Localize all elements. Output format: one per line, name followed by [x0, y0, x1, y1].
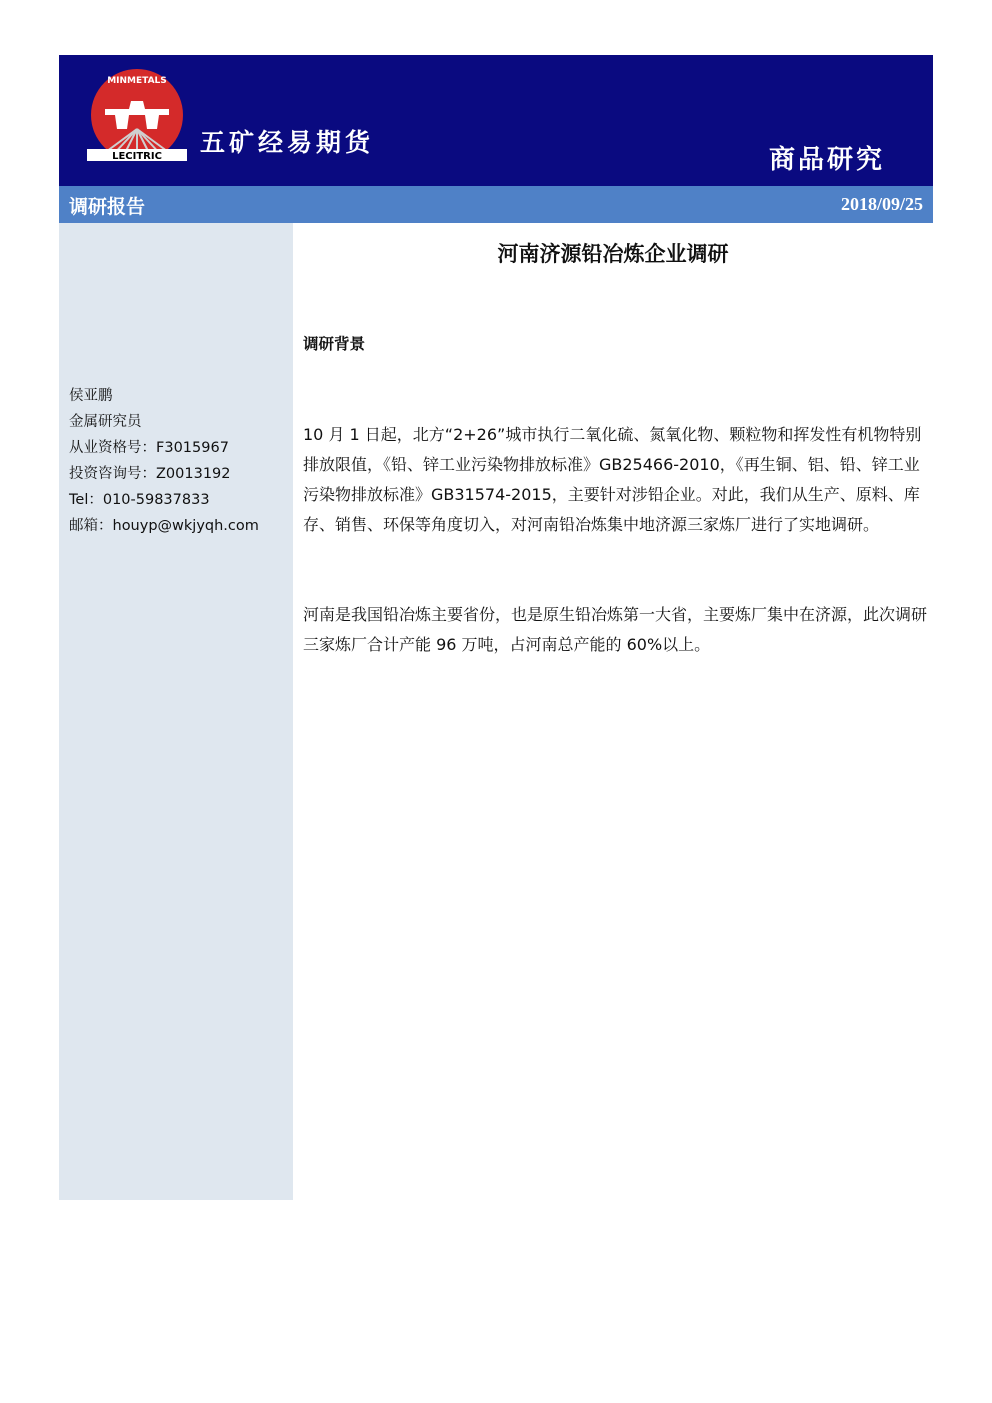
- author-advisor-number: 投资咨询号：Z0013192: [69, 466, 231, 482]
- report-header: [59, 55, 933, 186]
- author-name: 侯亚鹏: [69, 388, 113, 404]
- author-role: 金属研究员: [69, 414, 142, 430]
- author-license: 从业资格号：F3015967: [69, 440, 229, 456]
- logo-bottom-text: LECITRIC: [112, 151, 162, 161]
- brand-name: 五矿经易期货: [200, 128, 375, 157]
- author-info: [69, 383, 259, 539]
- report-bar: [59, 186, 933, 223]
- author-sidebar: [59, 223, 293, 1200]
- paragraph: 10 月 1 日起，北方“2+26”城市执行二氧化硫、氮氧化物、颗粒物和挥发性有机物特别排放限值，《铅、锌工业污染物排放标准》GB25466-2010，《再生铜、铝、铅、锌工业污染物排放标准》GB31574-2015，主要针对涉铅企业。对此，我们从生产、原料、库存、销售、环保等角度切入，对河南铅冶炼集中地济源三家炼厂进行了实地调研。: [303, 425, 922, 534]
- section-label: 商品研究: [768, 145, 885, 175]
- logo-top-text: MINMETALS: [107, 76, 167, 86]
- minmetals-logo: [85, 69, 189, 161]
- author-tel: Tel：010-59837833: [69, 492, 210, 508]
- section-heading: 调研背景: [303, 335, 366, 353]
- report-type: 调研报告: [69, 196, 146, 218]
- report-date: 2018/09/25: [840, 194, 923, 214]
- paragraph: 河南是我国铅冶炼主要省份，也是原生铅冶炼第一大省，主要炼厂集中在济源，此次调研三家炼厂合计产能 96 万吨，占河南总产能的 60%以上。: [303, 605, 928, 654]
- author-email: 邮箱：houyp@wkjyqh.com: [69, 518, 259, 534]
- article-title: 河南济源铅冶炼企业调研: [497, 242, 729, 266]
